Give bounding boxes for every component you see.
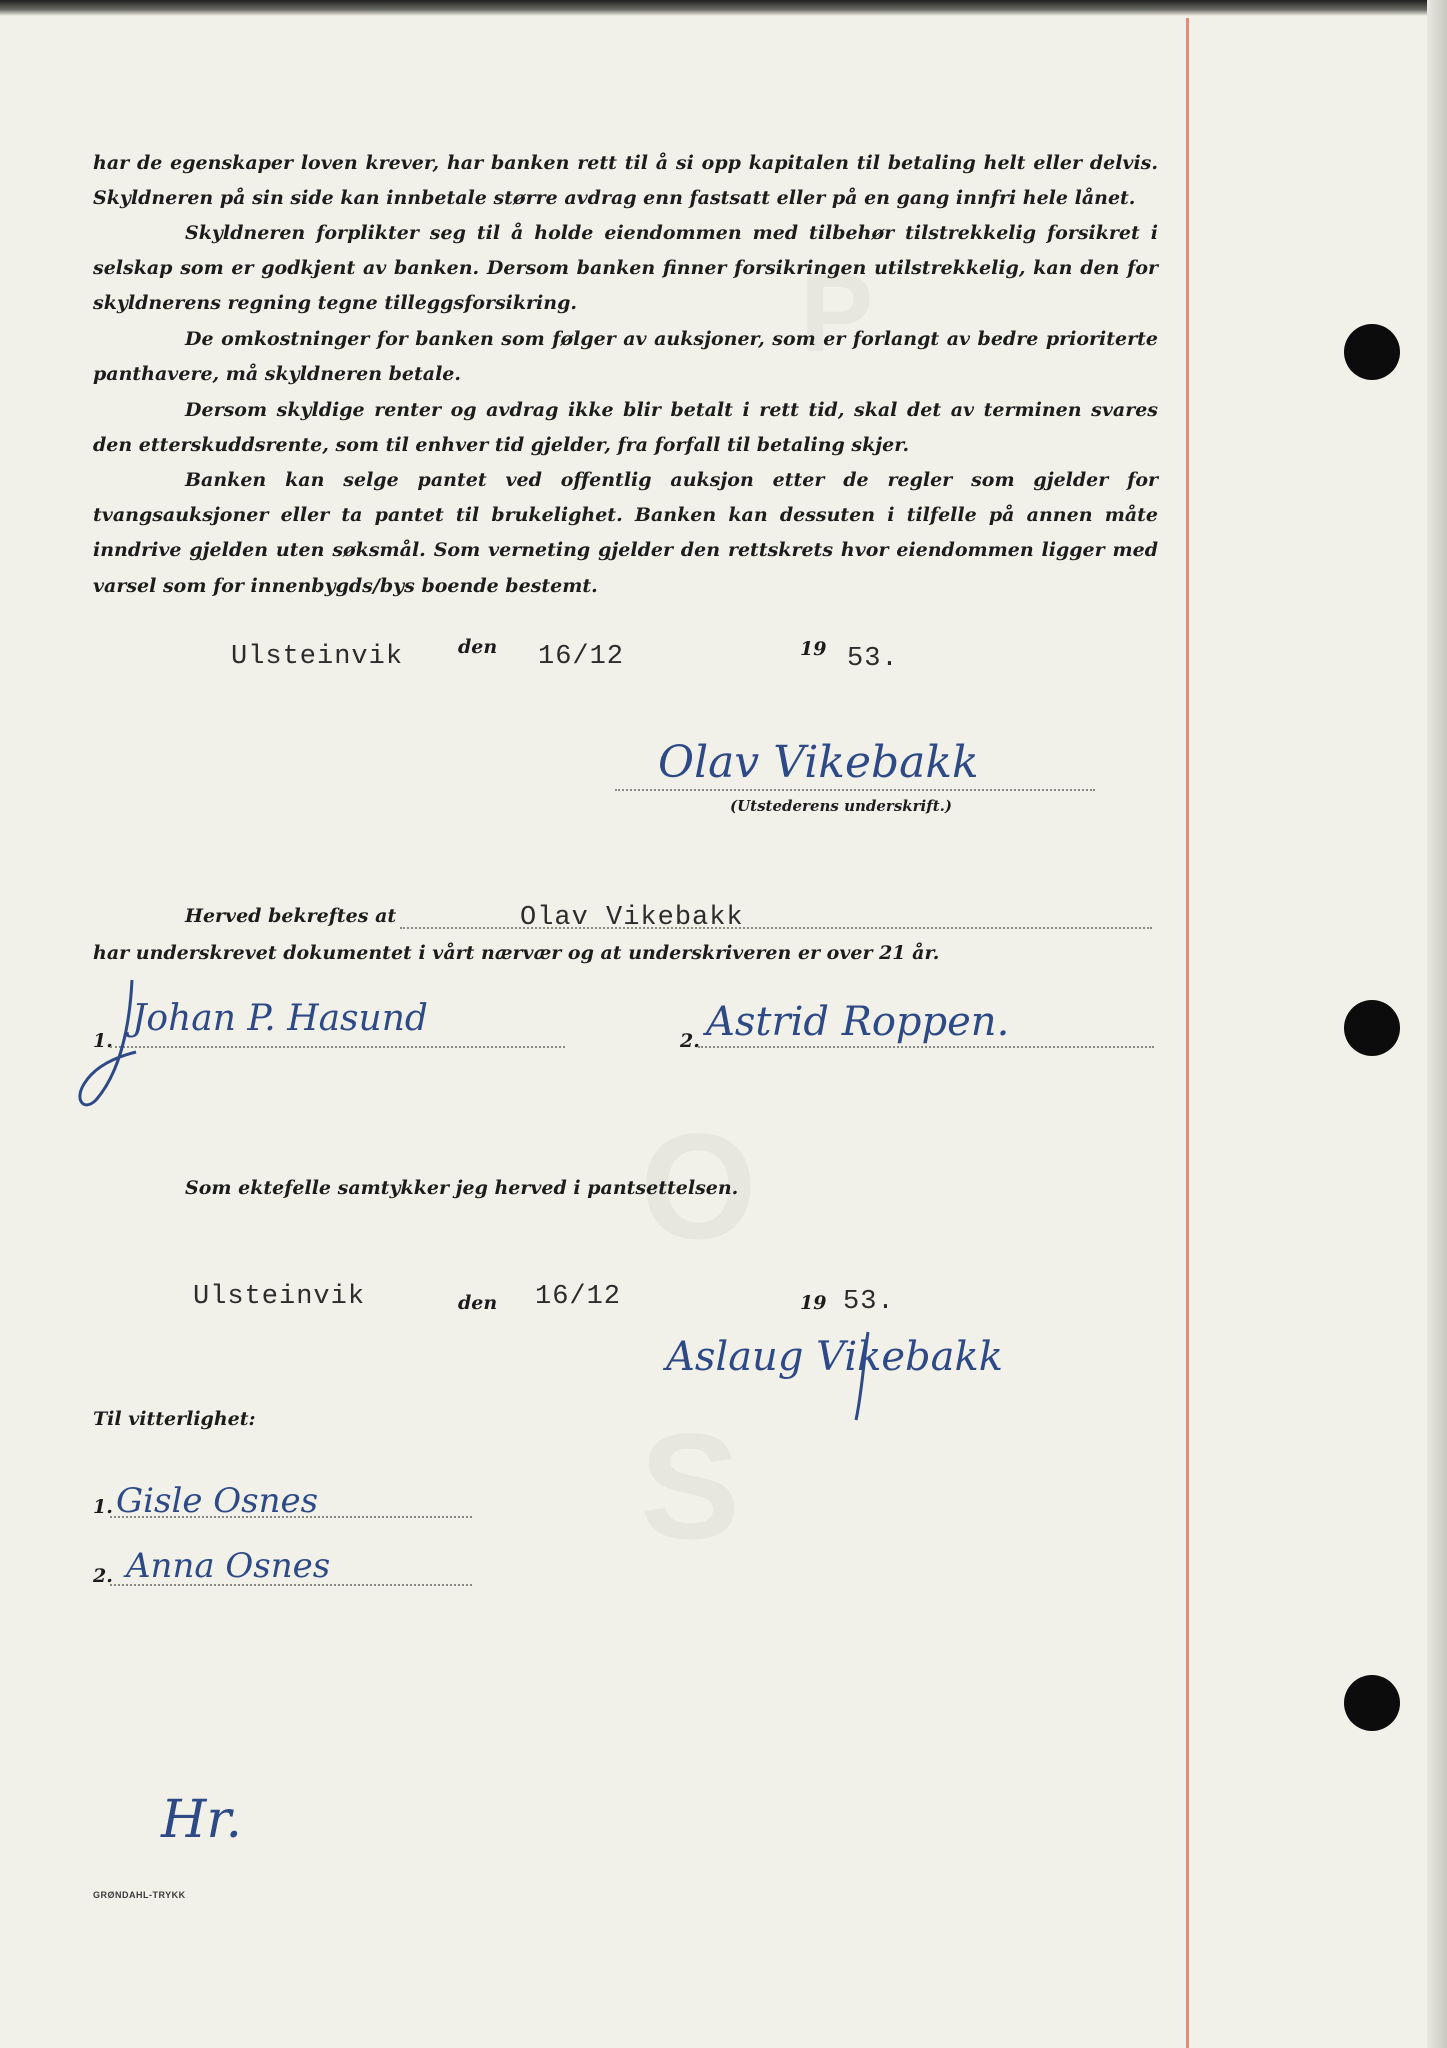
printer-imprint: GRØNDAHL-TRYKK bbox=[93, 1890, 186, 1900]
scan-right-edge bbox=[1427, 0, 1447, 2048]
initials-mark bbox=[155, 1775, 275, 1875]
issuer-signature-line bbox=[615, 789, 1095, 791]
svg-text:Aslaug Vikebakk: Aslaug Vikebakk bbox=[666, 1334, 1003, 1380]
consent-place: Ulsteinvik bbox=[193, 1282, 366, 1312]
attestation-1-signature bbox=[110, 1470, 430, 1530]
consent-den-label: den bbox=[458, 1292, 498, 1314]
witness-2-number: 2. bbox=[680, 1030, 700, 1052]
punch-hole bbox=[1344, 1675, 1400, 1731]
svg-text:Hr.: Hr. bbox=[161, 1790, 243, 1850]
witness-statement: har underskrevet dokumentet i vårt nærvær og at underskriveren er over 21 år. bbox=[93, 942, 940, 964]
scan-top-edge bbox=[0, 0, 1447, 16]
svg-text:Anna Osnes: Anna Osnes bbox=[126, 1546, 331, 1586]
punch-hole bbox=[1344, 1000, 1400, 1056]
bleed-through-mark: S bbox=[640, 1402, 741, 1570]
witness-intro-label: Herved bekreftes at bbox=[185, 905, 397, 927]
issuer-signature bbox=[650, 725, 1030, 793]
witness-1-number: 1. bbox=[93, 1030, 113, 1052]
consent-text: Som ektefelle samtykker jeg herved i pantsettelsen. bbox=[185, 1177, 739, 1199]
paragraph-costs: De omkostninger for banken som følger av auksjoner, som er forlangt av bedre prioriterte panthavere, må skyldneren betale. bbox=[93, 328, 1158, 386]
svg-text:Olav Vikebakk: Olav Vikebakk bbox=[658, 737, 979, 788]
issuer-signature-caption: (Utstederens underskrift.) bbox=[730, 797, 952, 815]
paragraph-insurance: Skyldneren forplikter seg til å holde eiendommen med tilbehør tilstrekkelig forsikret i selskap som er godkjent av banken. Dersom banken finner forsikringen utilstrekkelig, kan den for skyldnerens regning tegne tilleggsforsikring. bbox=[93, 222, 1158, 315]
attestation-label: Til vitterlighet: bbox=[93, 1408, 256, 1430]
attestation-2-number: 2. bbox=[93, 1565, 113, 1587]
consent-signature bbox=[660, 1310, 1080, 1430]
attestation-2-signature bbox=[120, 1535, 440, 1595]
witness-confirmed-name: Olav Vikebakk bbox=[520, 903, 744, 933]
consent-date: 16/12 bbox=[535, 1282, 622, 1312]
issue-place: Ulsteinvik bbox=[231, 642, 404, 672]
svg-text:Gisle Osnes: Gisle Osnes bbox=[116, 1481, 319, 1521]
issue-den-label: den bbox=[458, 636, 498, 658]
svg-text:Astrid Roppen.: Astrid Roppen. bbox=[706, 999, 1010, 1045]
paragraph-interest: Dersom skyldige renter og avdrag ikke blir betalt i rett tid, skal det av terminen svares den etterskuddsrente, som til enhver tid gjelder, fra forfall til betaling skjer. bbox=[93, 399, 1158, 457]
paragraph-termination: har de egenskaper loven krever, har banken rett til å si opp kapitalen til betaling helt eller delvis. Skyldneren på sin side kan innbetale større avdrag enn fastsatt eller på en gang innfri hele lånet. bbox=[93, 152, 1158, 210]
attestation-1-number: 1. bbox=[93, 1496, 113, 1518]
witness-2-signature bbox=[700, 975, 1120, 1055]
margin-rule bbox=[1186, 18, 1189, 2048]
issue-year: 53. bbox=[847, 644, 899, 674]
bleed-through-mark: P bbox=[800, 252, 874, 375]
punch-hole bbox=[1344, 324, 1400, 380]
consent-century: 19 bbox=[800, 1292, 827, 1314]
svg-text:Johan P. Hasund: Johan P. Hasund bbox=[132, 998, 428, 1039]
bleed-through-mark: O bbox=[640, 1102, 757, 1270]
witness-name-line bbox=[400, 927, 1152, 929]
consent-year: 53. bbox=[843, 1287, 895, 1317]
issue-date: 16/12 bbox=[538, 642, 625, 672]
paragraph-auction: Banken kan selge pantet ved offentlig auksjon etter de regler som gjelder for tvangsauksjoner eller ta pantet til brukelighet. Banken kan dessuten i tilfelle på annen måte inndrive gjelden uten søksmål. Som verneting gjelder den rettskrets hvor eiendommen ligger med varsel som for innenbygds/bys boende bestemt. bbox=[93, 469, 1158, 597]
witness-1-signature bbox=[70, 960, 490, 1120]
issue-century: 19 bbox=[800, 638, 827, 660]
